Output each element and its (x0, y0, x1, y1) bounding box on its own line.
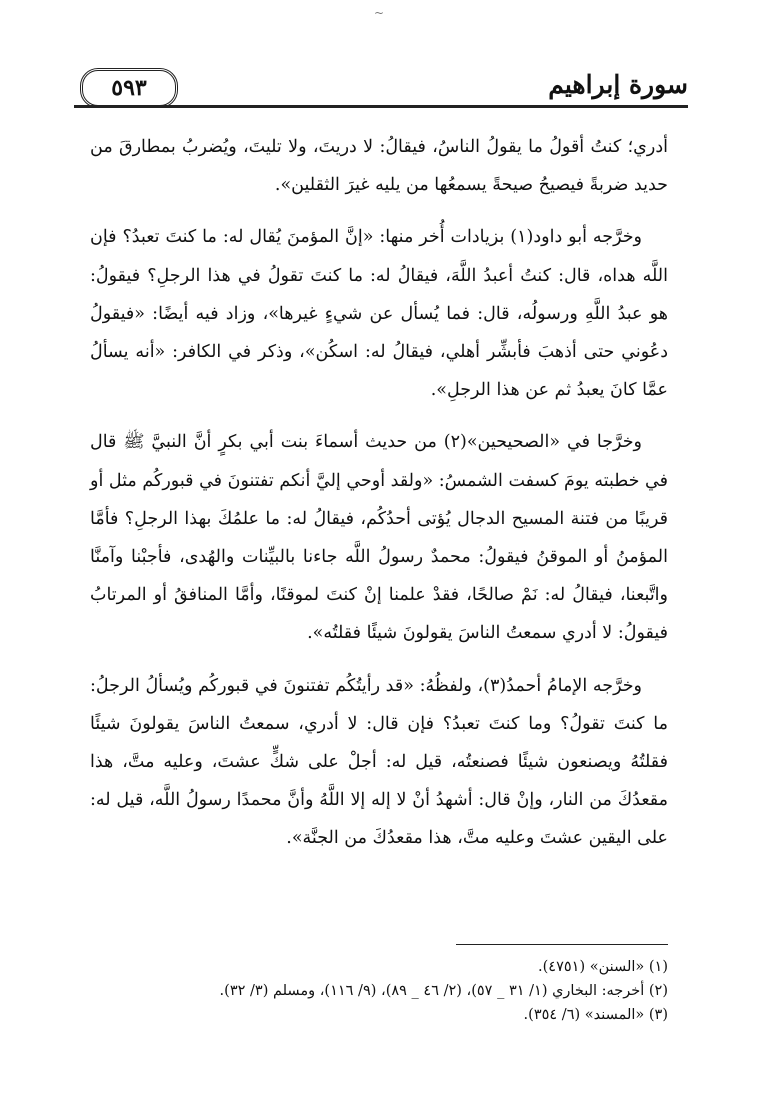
footnote: (٣) «المسند» (٦/ ٣٥٤). (523, 1007, 668, 1023)
header-rule (74, 105, 688, 108)
page-number-badge (80, 68, 178, 108)
paragraph: أدري؛ كنتُ أقولُ ما يقولُ الناسُ، فيقالُ: لا دريتَ، ولا تليتَ، ويُضربُ بمطارقَ من حديد ضربةً فيصيحُ صيحةً يسمعُها من يليه غيرَ الثقلين». (90, 137, 668, 196)
paragraph: وخرَّجا في «الصحيحين»(٢) من حديث أسماءَ بنت أبي بكرٍ أنَّ النبيَّ ﷺ قال في خطبته يومَ كسفت الشمسُ: «ولقد أوحي إليَّ أنكم تفتنونَ في قبوركُم مثل أو قريبًا من فتنة المسيح الدجال يُؤتى أحدُكُم، فيقالُ له: ما علمُكَ بهذا الرجلِ؟ فأمَّا المؤمنُ أو الموقنُ فيقولُ: محمدٌ رسولُ اللَّه جاءنا بالبيِّنات والهُدى، فأجبْنا وآمنَّا واتَّبعنا، فيقالُ له: نَمْ صالحًا، فقدْ علمنا إنْ كنتَ لموقنًا، وأمَّا المنافقُ أو المرتابُ فيقولُ: لا أدري سمعتُ الناسَ يقولونَ شيئًا فقلتُه». (90, 432, 668, 644)
top-ornament: ~ (373, 6, 385, 20)
body-text (90, 128, 668, 872)
footnotes (90, 955, 668, 1027)
footnote-separator (456, 944, 668, 945)
paragraph: وخرَّجه الإمامُ أحمدُ(٣)، ولفظُهُ: «قد رأيتُكُم تفتنونَ في قبوركُم ويُسألُ الرجلُ: ما كنتَ تقولُ؟ وما كنتَ تعبدُ؟ فإن قال: لا أدري، سمعتُ الناسَ يقولونَ شيئًا فقلتُهُ ويصنعون شيئًا فصنعتُه، قيل له: أجلْ على شكٍّ عشتَ، وعليه متَّ، هذا مقعدُكَ من النار، وإنْ قال: أشهدُ أنْ لا إله إلا اللَّهُ وأنَّ محمدًا رسولُ اللَّه، قيل له: على اليقين عشتَ وعليه متَّ، هذا مقعدُكَ من الجنَّة». (90, 675, 668, 849)
page-number: ٥٩٣ (111, 75, 147, 101)
footnote: (١) «السنن» (٤٧٥١). (538, 959, 668, 975)
page-header (74, 64, 688, 108)
paragraph: وخرَّجه أبو داود(١) بزيادات أُخر منها: «إنَّ المؤمنَ يُقال له: ما كنتَ تعبدُ؟ فإن اللَّه هداه، قال: كنتُ أعبدُ اللَّهَ، فيقالُ له: ما كنتَ تقولُ في هذا الرجلِ؟ فيقولُ: هو عبدُ اللَّهِ ورسولُه، قال: فما يُسأل عن شيءٍ غيرها»، وزاد فيه أيضًا: «فيقولُ دعُوني حتى أذهبَ فأبشِّر أهلي، فيقالُ له: اسكُن»، وذكر في الكافر: «أنه يسألُ عمَّا كانَ يعبدُ ثم عن هذا الرجلِ». (90, 227, 668, 401)
surah-title: سورة إبراهيم (548, 70, 688, 99)
footnote: (٢) أخرجه: البخاري (١/ ٣١ _ ٥٧)، (٢/ ٤٦ _ ٨٩)، (٩/ ١١٦)، ومسلم (٣/ ٣٢). (219, 983, 668, 999)
